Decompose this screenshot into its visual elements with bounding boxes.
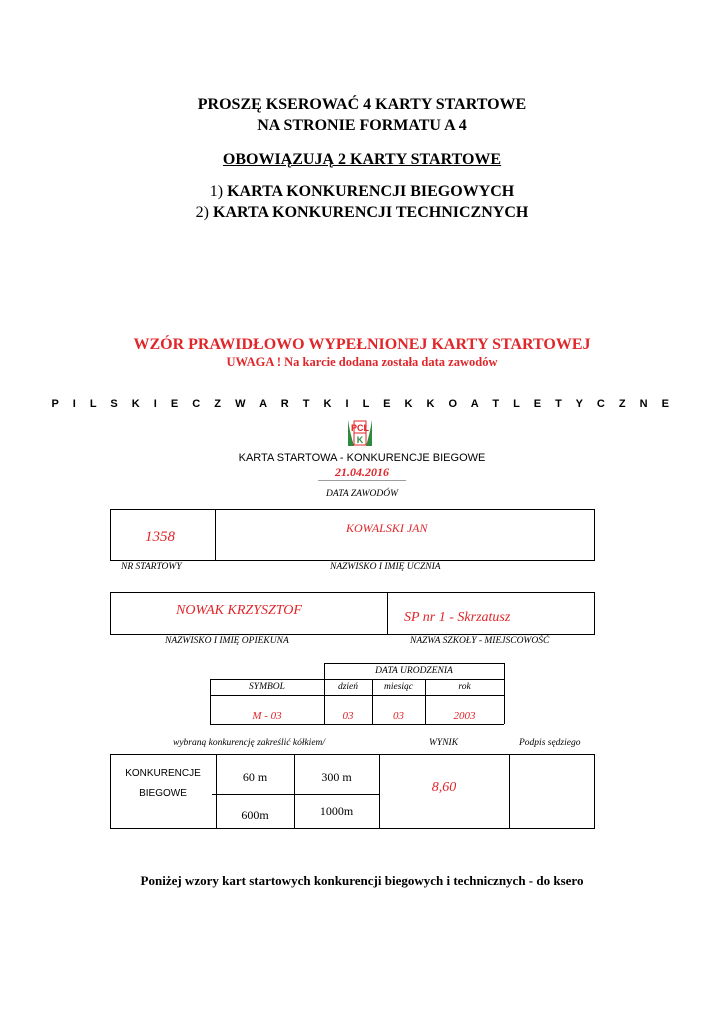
student-name: KOWALSKI JAN <box>346 521 428 535</box>
instruction-label: wybraną konkurencję zakreślić kółkiem/ <box>173 738 326 748</box>
option-1000m[interactable]: 1000m <box>319 804 354 818</box>
list-item-number: 2) <box>195 204 209 221</box>
competition-label-1: KONKURENCJE <box>125 768 201 779</box>
judge-label: Podpis sędziego <box>519 738 581 748</box>
result-label: WYNIK <box>429 738 459 748</box>
col-day: dzień <box>337 682 359 692</box>
sample-title: WZÓR PRAWIDŁOWO WYPEŁNIONEJ KARTY STARTOWEJ <box>133 336 591 353</box>
card-title: KARTA STARTOWA - KONKURENCJE BIEGOWE <box>238 452 486 464</box>
col-symbol: SYMBOL <box>249 682 285 692</box>
start-number-label: NR STARTOWY <box>121 562 182 572</box>
result-value: 8,60 <box>431 780 457 795</box>
school-name: SP nr 1 - Skrzatusz <box>404 610 511 625</box>
list-item <box>0 183 724 201</box>
instruction-line-2: NA STRONIE FORMATU A 4 <box>257 117 467 134</box>
col-year: rok <box>458 682 471 692</box>
divider <box>215 509 216 561</box>
option-60m[interactable]: 60 m <box>242 770 268 784</box>
year-value: 2003 <box>453 710 476 722</box>
competition-label-2: BIEGOWE <box>139 788 187 799</box>
table-line <box>212 794 379 795</box>
date-dotted-line: ........................................................................................ <box>318 477 406 483</box>
list-item-number: 1) <box>209 183 224 200</box>
sample-note: UWAGA ! Na karcie dodana została data zawodów <box>226 355 498 369</box>
school-label: NAZWA SZKOŁY - MIEJSCOWOŚĆ <box>410 636 550 646</box>
event-date: 21.04.2016 <box>335 465 389 479</box>
table-line <box>509 754 510 829</box>
table-line <box>324 663 504 664</box>
option-300m[interactable]: 300 m <box>321 770 352 784</box>
table-line <box>504 663 505 724</box>
event-date-label: DATA ZAWODÓW <box>325 489 399 499</box>
list-item-text: KARTA KONKURENCJI TECHNICZNYCH <box>213 204 529 221</box>
organization-name: P I L S K I E C Z W A R T K I L E K K O A T L E T Y C Z N E <box>51 398 673 410</box>
guardian-label: NAZWISKO I IMIĘ OPIEKUNA <box>165 636 289 646</box>
birth-date-header: DATA URODZENIA <box>375 666 453 676</box>
instruction-line-3: OBOWIĄZUJĄ 2 KARTY STARTOWE <box>222 151 502 168</box>
table-line <box>210 695 504 696</box>
table-line <box>210 679 504 680</box>
student-name-label: NAZWISKO I IMIĘ UCZNIA <box>330 562 441 572</box>
guardian-name: NOWAK KRZYSZTOF <box>176 603 302 618</box>
logo-text: PCL <box>351 423 369 433</box>
month-value: 03 <box>393 710 404 722</box>
table-line <box>210 724 504 725</box>
day-value: 03 <box>342 710 354 722</box>
svg-text:K: K <box>356 435 364 445</box>
col-month: miesiąc <box>383 682 414 692</box>
footer-text: Poniżej wzory kart startowych konkurencji biegowych i technicznych - do ksero <box>140 873 584 888</box>
symbol-value: M - 03 <box>252 710 282 722</box>
divider <box>387 592 388 635</box>
list-item <box>0 204 724 222</box>
instruction-line-1: PROSZĘ KSEROWAĆ 4 KARTY STARTOWE <box>197 96 527 113</box>
start-number: 1358 <box>145 529 175 545</box>
option-600m[interactable]: 600m <box>241 808 269 822</box>
pcl-logo-icon <box>346 418 374 448</box>
list-item-text: KARTA KONKURENCJI BIEGOWYCH <box>227 183 515 200</box>
